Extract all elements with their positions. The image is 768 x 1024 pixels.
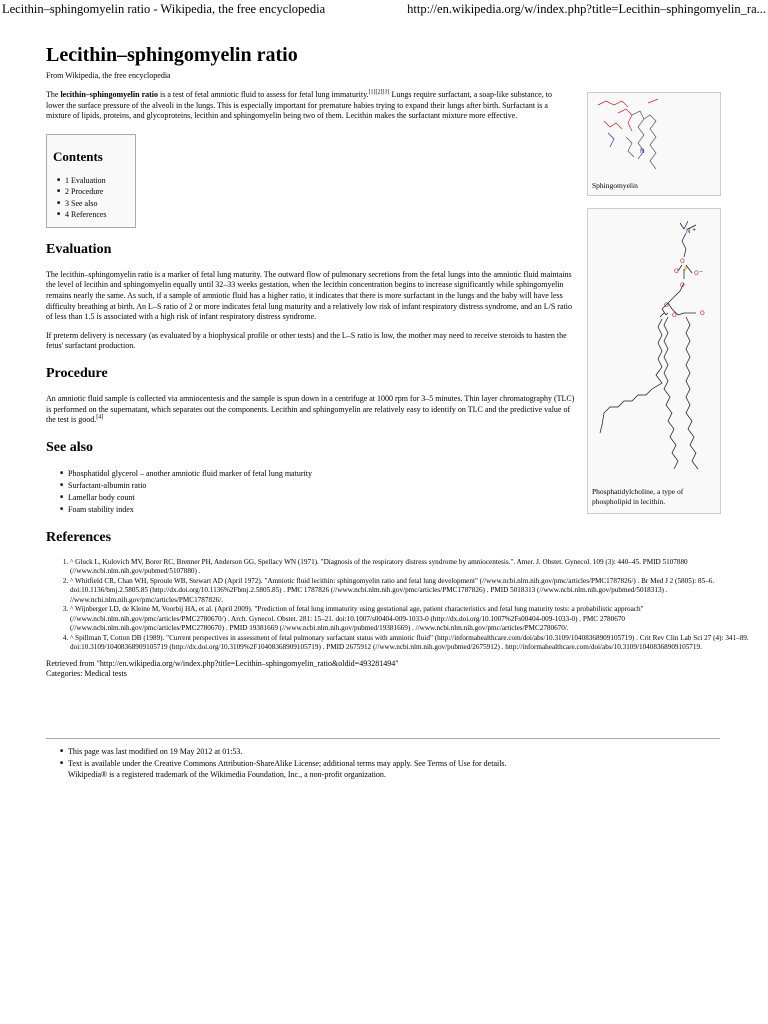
table-of-contents (46, 134, 136, 228)
toc-item[interactable]: ■ 1 Evaluation (65, 175, 131, 187)
citation-link[interactable]: [4] (96, 414, 104, 421)
reference-item: 3. ^ Wijnberger LD, de Kleine M, Voorbij HA, et al. (April 2009). "Prediction of fetal lung immaturity using gestational age, patient characteristics and fetal lung maturity tests: a probabilistic approach" (//www.ncbi.nlm.nih.gov/pmc/articles/PMC2780670/) . Arch. Gynecol. Obstet. 281: 15–21. doi:10.1007/s00404-009-1033-0 (http://dx.doi.org/10.1007%2Fs00404-009-1033-0) . PMC 2780670 (//www.ncbi.nlm.nih.gov/pmc/articles/PMC2780670) . PMID 19381669 (//www.ncbi.nlm.nih.gov/pubmed/19381669) . //www.ncbi.nlm.nih.gov/pmc/articles/PMC2780670/. (70, 605, 750, 634)
footer-license[interactable]: ■ Text is available under the Creative Commons Attribution-ShareAlike License; additional terms may apply. See Terms of Use for details. (68, 758, 726, 770)
page-title: Lecithin–sphingomyelin ratio (46, 44, 298, 66)
phosphatidylcholine-figure (587, 208, 721, 514)
phosphatidylcholine-structure-image[interactable] (588, 209, 720, 479)
see-also-list (46, 468, 576, 516)
footer-trademark: Wikipedia® is a registered trademark of the Wikimedia Foundation, Inc., a non-profit organization. (68, 770, 386, 779)
see-also-item[interactable]: ■ Phosphatidol glycerol – another amniotic fluid marker of fetal lung maturity (68, 468, 576, 480)
sphingomyelin-caption: Sphingomyelin (592, 181, 638, 190)
see-also-item[interactable]: ■ Lamellar body count (68, 492, 576, 504)
print-header (0, 0, 768, 20)
sphingomyelin-structure-image[interactable] (588, 93, 720, 179)
procedure-paragraph (46, 394, 576, 426)
oxygen-label: O (680, 282, 685, 289)
heading-references: References (46, 529, 112, 545)
lead-paragraph (46, 90, 556, 122)
toc-item[interactable]: ■ 4 References (65, 209, 131, 221)
oxygen-label: O (672, 312, 677, 319)
oxygen-label: O (694, 270, 699, 277)
heading-procedure: Procedure (46, 365, 108, 381)
oxygen-label: O (674, 268, 679, 275)
footer (46, 746, 726, 781)
citation-link[interactable]: [1][2][3] (368, 89, 390, 96)
heading-evaluation: Evaluation (46, 241, 112, 257)
lead-mid: is a test of fetal amniotic fluid to assess for fetal lung immaturity. (158, 90, 369, 99)
phosphorus-label: P (684, 266, 688, 273)
lead-pre: The (46, 90, 61, 99)
heading-see-also: See also (46, 439, 94, 455)
footer-divider (46, 738, 720, 739)
oxygen-label: O (700, 310, 705, 317)
reference-item: 4. ^ Spillman T, Cotton DB (1989). "Current perspectives in assessment of fetal pulmonary surfactant status with amniotic fluid" (http://informahealthcare.com/doi/abs/10.3109/10408368909105719) . Crit Rev Clin Lab Sci 27 (4): 341–89. doi:10.3109/10408368909105719 (http://dx.doi.org/10.3109%2F10408368909105719) . PMID 2675912 (//www.ncbi.nlm.nih.gov/pubmed/2675912) . http://informahealthcare.com/doi/abs/10.3109/10408368909105719. (70, 634, 750, 653)
see-also-item[interactable]: ■ Foam stability index (68, 504, 576, 516)
nitrogen-label: N (686, 228, 691, 235)
see-also-item[interactable]: ■ Surfactant-albumin ratio (68, 480, 576, 492)
reference-item: 2. ^ Whitfield CR, Chan WH, Sproule WB, Stewart AD (April 1972). "Amniotic fluid lecithin: sphingomyelin ratio and fetal lung development" (//www.ncbi.nlm.nih.gov/pmc/articles/PMC1787826/) . Br Med J 2 (5805): 85–6. doi:10.1136/bmj.2.5805.85 (http://dx.doi.org/10.1136%2Fbmj.2.5805.85) . PMC 1787826 (//www.ncbi.nlm.nih.gov/pmc/articles/PMC1787826) . PMID 5018313 (//www.ncbi.nlm.nih.gov/pubmed/5018313) . //www.ncbi.nlm.nih.gov/pmc/articles/PMC1787826/. (70, 577, 750, 606)
evaluation-paragraph-1: The lecithin–sphingomyelin ratio is a marker of fetal lung maturity. The outward flow of pulmonary secretions from the fetal lungs into the amniotic fluid maintains the level of lecithin and sphingomyelin equally until 32–33 weeks gestation, when the lecithin concentration begins to increase significantly while sphingomyelin remains nearly the same. As such, if a sample of amniotic fluid has a higher ratio, it indicates that there is more surfactant in the lungs and the baby will have less difficulty breathing at birth. An L–S ratio of 2 or more indicates fetal lung maturity and a relatively low risk of infant respiratory distress syndrome, and an L/S ratio of less than 1.5 is associated with a high risk of infant respiratory distress syndrome. (46, 269, 572, 322)
oxygen-label: O (680, 258, 685, 265)
page-subtitle: From Wikipedia, the free encyclopedia (46, 71, 171, 80)
categories[interactable]: Categories: Medical tests (46, 668, 127, 678)
evaluation-paragraph-2: If preterm delivery is necessary (as evaluated by a biophysical profile or other tests) and the L–S ratio is low, the mother may need to receive steroids to hasten the fetus' surfactant production. (46, 330, 567, 351)
phosphatidylcholine-caption: Phosphatidylcholine, a type of phospholipid in lecithin. (592, 487, 684, 506)
toc-item[interactable]: ■ 3 See also (65, 198, 131, 210)
footer-last-modified: ■ This page was last modified on 19 May 2012 at 01:53. (68, 746, 726, 758)
lead-post: Lungs require surfactant, a soap-like substance, to lower the surface pressure of the alveoli in the lungs. This is especially important for premature babies trying to expand their lungs after birth. Surfactant is a mixture of lipids, proteins, and glycoproteins, lecithin and sphingomyelin being two of them. Lecithin makes the surfactant mixture more effective. (46, 90, 552, 121)
nitrogen-label: N (640, 148, 645, 155)
reference-item: 1. ^ Gluck L, Kulovich MV, Borer RC, Brenner PH, Anderson GG, Spellacy WN (1971). "Diagnosis of the respiratory distress syndrome by amniocentesis.". Amer. J. Obstet. Gynecol. 109 (3): 440–45. PMID 5107880 (//www.ncbi.nlm.nih.gov/pubmed/5107880) . (70, 558, 750, 577)
oxygen-label: O (664, 302, 669, 309)
toc-item[interactable]: ■ 2 Procedure (65, 186, 131, 198)
references-list (46, 558, 750, 653)
print-header-url: http://en.wikipedia.org/w/index.php?title=Lecithin–sphingomyelin_ra... (407, 2, 766, 16)
lead-bold-term: lecithin–sphingomyelin ratio (60, 90, 158, 99)
print-header-title: Lecithin–sphingomyelin ratio - Wikipedia, the free encyclopedia (2, 2, 326, 16)
procedure-text: An amniotic fluid sample is collected via amniocentesis and the sample is spun down in a centrifuge at 1000 rpm for 3–5 minutes. Thin layer chromatography (TLC) is performed on the supernatant, which separates out the components. Lecithin and sphingomyelin are relatively easy to identify on TLC and the predictive value of the test is good. (46, 393, 575, 425)
retrieved-from[interactable]: Retrieved from "http://en.wikipedia.org/w/index.php?title=Lecithin–sphingomyelin_ratio&oldid=493281494" (46, 658, 399, 668)
toc-title: Contents (53, 148, 103, 164)
negative-charge-label: − (699, 269, 704, 275)
positive-charge-label: + (692, 227, 697, 233)
sphingomyelin-figure (587, 92, 721, 196)
